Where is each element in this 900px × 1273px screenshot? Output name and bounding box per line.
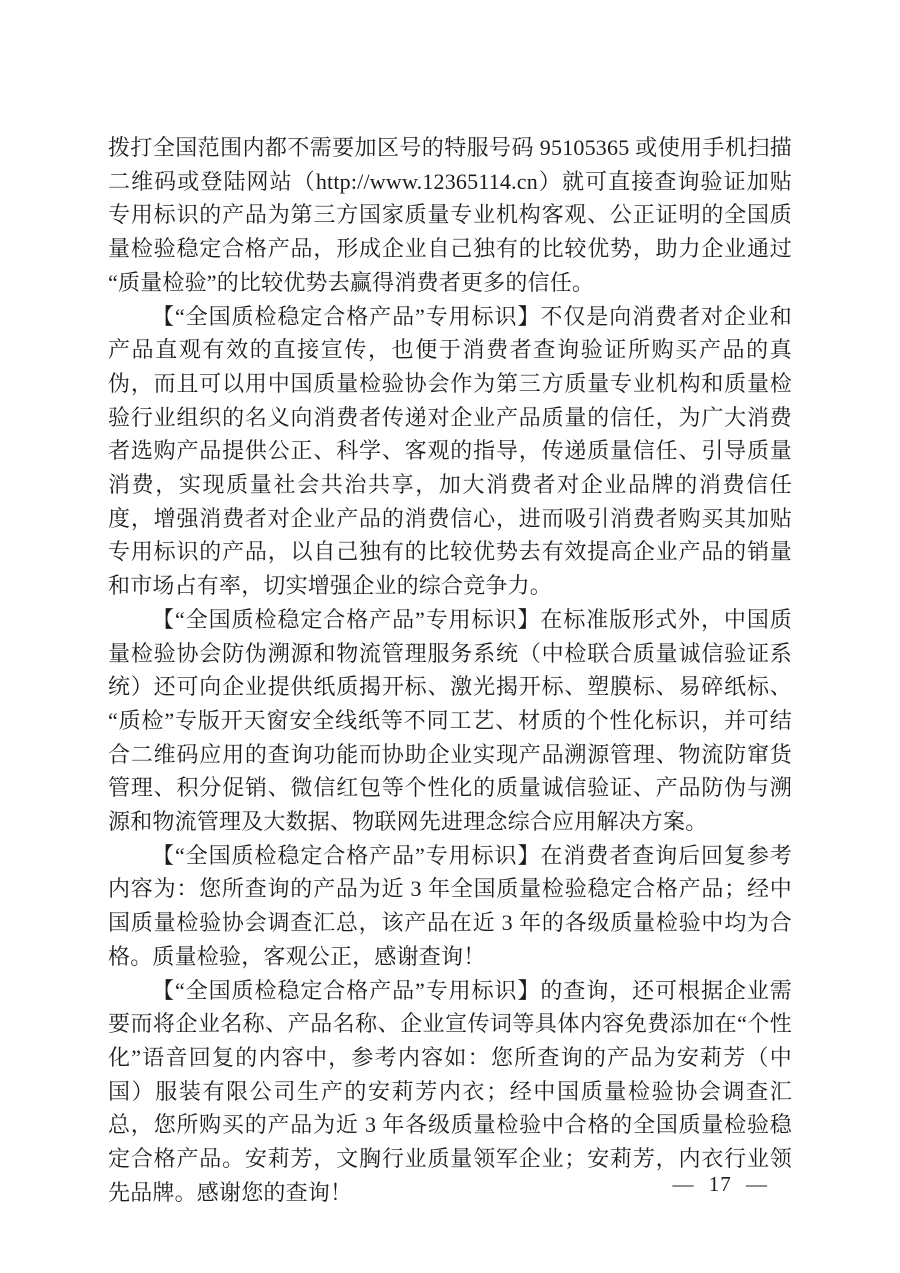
page-footer — [673, 1172, 769, 1197]
document-body — [108, 131, 792, 1210]
paragraph-special-mark-promotion: 【“全国质检稳定合格产品”专用标识】不仅是向消费者对企业和产品直观有效的直接宣传，也便于消费者查询验证所购买产品的真伪，而且可以用中国质量检验协会作为第三方质量专业机构和质量检验行业组织的名义向消费者传递对企业产品质量的信任，为广大消费者选购产品提供公正、科学、客观的指导，传递质量信任、引导质量消费，实现质量社会共治共享，加大消费者对企业品牌的消费信任度，增强消费者对企业产品的消费信心，进而吸引消费者购买其加贴专用标识的产品，以自己独有的比较优势去有效提高企业产品的销量和市场占有率，切实增强企业的综合竞争力。 — [108, 303, 792, 599]
paragraph-continuation: 拨打全国范围内都不需要加区号的特服号码 95105365 或使用手机扫描二维码或登陆网站（http://www.12365114.cn）就可直接查询验证加贴专用标识的产品为第三方国家质量专业机构客观、公正证明的全国质量检验稳定合格产品，形成企业自己独有的比较优势，助力企业通过“质量检验”的比较优势去赢得消费者更多的信任。 — [108, 135, 792, 295]
page-number: — 17 — — [672, 1172, 768, 1196]
paragraph-label-variants: 【“全国质检稳定合格产品”专用标识】在标准版形式外，中国质量检验协会防伪溯源和物流管理服务系统（中检联合质量诚信验证系统）还可向企业提供纸质揭开标、激光揭开标、塑膜标、易碎纸标、“质检”专版开天窗安全线纸等不同工艺、材质的个性化标识，并可结合二维码应用的查询功能而协助企业实现产品溯源管理、物流防窜货管理、积分促销、微信红包等个性化的质量诚信验证、产品防伪与溯源和物流管理及大数据、物联网先进理念综合应用解决方案。 — [108, 606, 792, 835]
paragraph-customized-reply-example: 【“全国质检稳定合格产品”专用标识】的查询，还可根据企业需要而将企业名称、产品名称、企业宣传词等具体内容免费添加在“个性化”语音回复的内容中，参考内容如：您所查询的产品为安莉芳（中国）服装有限公司生产的安莉芳内衣；经中国质量检验协会调查汇总，您所购买的产品为近 3 年各级质量检验中合格的全国质量检验稳定合格产品。安莉芳，文胸行业质量领军企业；安莉芳，内衣行业领先品牌。感谢您的查询！ — [108, 977, 792, 1205]
paragraph-query-reply-template: 【“全国质检稳定合格产品”专用标识】在消费者查询后回复参考内容为：您所查询的产品为近 3 年全国质量检验稳定合格产品；经中国质量检验协会调查汇总，该产品在近 3 年的各级质量检验中均为合格。质量检验，客观公正，感谢查询！ — [108, 842, 792, 969]
